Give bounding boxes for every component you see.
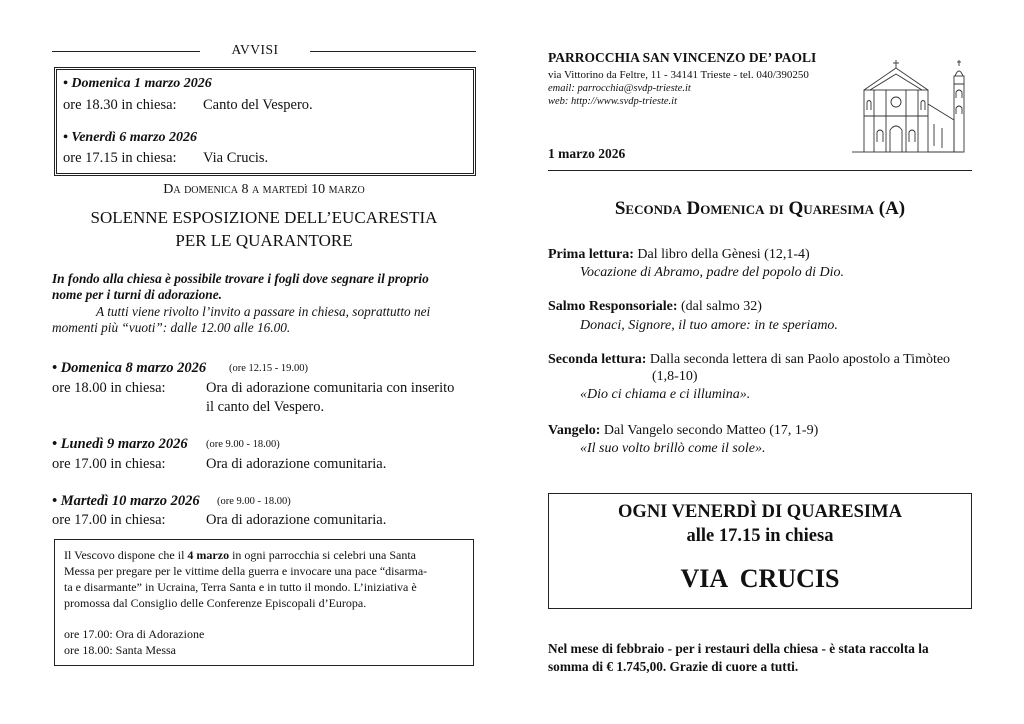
bishop-notice-line-4: promossa dal Consiglio delle Conferenze Episcopali d’Europa. bbox=[64, 596, 367, 610]
reading-1: Prima lettura: Dal libro della Gènesi (12,1-4) bbox=[548, 247, 810, 262]
notice-1-time: ore 18.30 in chiesa: bbox=[63, 97, 177, 113]
avvisi-title: AVVISI bbox=[231, 42, 279, 57]
note-bold-2: nome per i turni di adorazione. bbox=[52, 287, 222, 302]
psalm-subtitle: Donaci, Signore, il tuo amore: in te speriamo. bbox=[580, 318, 838, 333]
schedule-3-date: • Martedì 10 marzo 2026 bbox=[52, 493, 200, 509]
reading-2: Seconda lettura: Dalla seconda lettera di san Paolo apostolo a Timòteo bbox=[548, 352, 951, 367]
bishop-notice-line-1: Il Vescovo dispone che il 4 marzo in ogni parrocchia si celebri una Santa bbox=[64, 548, 417, 562]
bishop-notice-box bbox=[54, 539, 474, 666]
schedule-3-hours: (ore 9.00 - 18.00) bbox=[217, 496, 291, 507]
donation-note-2: somma di € 1.745,00. Grazie di cuore a tutti. bbox=[548, 659, 799, 674]
notice-2-date: • Venerdì 6 marzo 2026 bbox=[63, 130, 198, 145]
notice-1-date: • Domenica 1 marzo 2026 bbox=[63, 76, 212, 91]
friday-line-1: OGNI VENERDÌ DI QUARESIMA bbox=[618, 502, 902, 522]
gospel-subtitle: «Il suo volto brillò come il sole». bbox=[580, 441, 766, 456]
schedule-2-time: ore 17.00 in chiesa: bbox=[52, 456, 166, 472]
parish-web: web: http://www.svdp-trieste.it bbox=[548, 96, 678, 107]
schedule-1-time: ore 18.00 in chiesa: bbox=[52, 380, 166, 396]
reading-2-ref: (1,8-10) bbox=[652, 369, 698, 384]
reading-1-subtitle: Vocazione di Abramo, padre del popolo di Dio. bbox=[580, 265, 845, 280]
parish-name: PARROCCHIA SAN VINCENZO DE’ PAOLI bbox=[548, 50, 817, 65]
schedule-2-hours: (ore 9.00 - 18.00) bbox=[206, 439, 280, 450]
psalm: Salmo Responsoriale: (dal salmo 32) bbox=[548, 299, 762, 314]
adoration-headline-1: SOLENNE ESPOSIZIONE DELL’EUCARESTIA bbox=[90, 208, 438, 227]
note-bold-1: In fondo alla chiesa è possibile trovare i fogli dove segnare il proprio bbox=[52, 271, 429, 286]
bishop-notice-mass: ore 18.00: Santa Messa bbox=[64, 643, 176, 657]
adoration-period: Da domenica 8 a martedì 10 marzo bbox=[163, 182, 365, 197]
sunday-title: Seconda Domenica di Quaresima (A) bbox=[614, 198, 906, 219]
note-italic-2: momenti più “vuoti”: dalle 12.00 alle 16.00. bbox=[52, 320, 291, 335]
donation-note-1: Nel mese di febbraio - per i restauri della chiesa - è stata raccolta la bbox=[548, 641, 929, 656]
schedule-3-desc: Ora di adorazione comunitaria. bbox=[206, 512, 387, 528]
avvisi-rule-left bbox=[52, 51, 200, 52]
bishop-notice-line-2: Messa per pregare per le vittime della guerra e invocare una pace “disarma- bbox=[64, 564, 428, 578]
notice-2-desc: Via Crucis. bbox=[203, 150, 269, 166]
bishop-notice-adoration: ore 17.00: Ora di Adorazione bbox=[64, 627, 205, 641]
notice-1-desc: Canto del Vespero. bbox=[203, 97, 313, 113]
schedule-3-time: ore 17.00 in chiesa: bbox=[52, 512, 166, 528]
schedule-1-desc-1: Ora di adorazione comunitaria con inserito bbox=[206, 380, 455, 396]
schedule-2-date: • Lunedì 9 marzo 2026 bbox=[52, 436, 188, 452]
church-drawing-icon bbox=[850, 50, 972, 160]
schedule-1-hours: (ore 12.15 - 19.00) bbox=[229, 363, 309, 374]
bishop-notice-line-3: ta e disarmante” in Ucraina, Terra Santa e in tutto il mondo. L’iniziativa è bbox=[64, 580, 417, 594]
via-crucis-box bbox=[548, 493, 972, 609]
header-rule bbox=[548, 170, 972, 171]
bulletin-date: 1 marzo 2026 bbox=[548, 146, 626, 161]
reading-2-subtitle: «Dio ci chiama e ci illumina». bbox=[580, 387, 751, 402]
gospel: Vangelo: Dal Vangelo secondo Matteo (17, 1-9) bbox=[548, 423, 819, 438]
avvisi-rule-right bbox=[310, 51, 476, 52]
adoration-headline-2: PER LE QUARANTORE bbox=[175, 231, 353, 250]
schedule-1-desc-2: il canto del Vespero. bbox=[206, 399, 325, 415]
notice-2-time: ore 17.15 in chiesa: bbox=[63, 150, 177, 166]
schedule-2-desc: Ora di adorazione comunitaria. bbox=[206, 456, 387, 472]
note-italic-1: A tutti viene rivolto l’invito a passare in chiesa, soprattutto nei bbox=[96, 304, 431, 319]
schedule-1-date: • Domenica 8 marzo 2026 bbox=[52, 360, 207, 376]
parish-email: email: parrocchia@svdp-trieste.it bbox=[548, 83, 691, 94]
parish-address: via Vittorino da Feltre, 11 - 34141 Trieste - tel. 040/390250 bbox=[548, 69, 809, 81]
via-crucis-title: VIA CRUCIS bbox=[680, 564, 840, 593]
friday-line-2: alle 17.15 in chiesa bbox=[686, 526, 834, 546]
notices-box bbox=[54, 67, 476, 176]
